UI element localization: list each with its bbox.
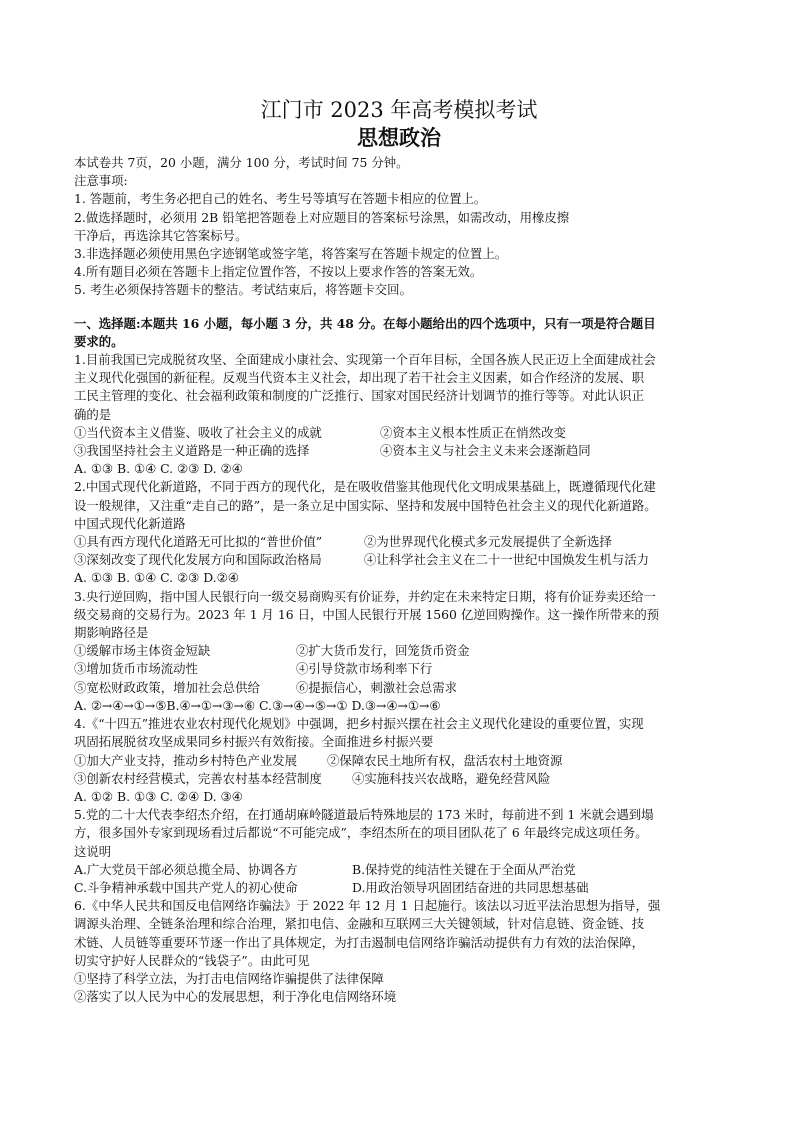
question-stem: 1.目前我国已完成脱贫攻坚、全面建成小康社会、实现第一个百年目标，全国各族人民正迈上全面建成社会 [74,352,656,368]
note-line: 3.非选择题必须使用黑色字迹钢笔或签字笔，将答案写在答题卡规定的位置上。 [74,246,508,262]
choice: ③增加货币市场流动性 [74,661,198,677]
question-stem: 级交易商的交易行为。2023 年 1 月 16 日，中国人民银行开展 1560 亿逆回购操作。这一操作所带来的预 [74,606,660,622]
question-stem: 3.央行逆回购，指中国人民银行向一级交易商购买有价证券，并约定在未来特定日期，将有价证券卖还给一 [74,588,656,604]
choice: ④实施科技兴农战略，避免经营风险 [352,770,551,786]
choice-row [74,551,724,569]
choice: ③创新农村经营模式，完善农村基本经营制度 [74,770,322,786]
exam-title: 江门市 2023 年高考模拟考试 [260,98,538,122]
question-stem: 2.中国式现代化新道路，不同于西方的现代化，是在吸收借鉴其他现代化文明成果基础上，既遵循现代化建 [74,479,656,495]
question-stem: 中国式现代化新道路 [74,515,186,531]
section-heading: 一、选择题:本题共 16 小题，每小题 3 分，共 48 分。在每小题给出的四个选项中，只有一项是符合题目 [74,315,656,331]
choice-row [74,442,724,460]
choice: ②扩大货币发行，回笼货币资金 [296,643,470,659]
question-stem: 巩固拓展脱贫攻坚成果同乡村振兴有效衔接。全面推进乡村振兴要 [74,734,434,750]
question-stem: 期影响路径是 [74,625,149,641]
choice-row [74,752,724,770]
question-6 [74,897,724,1006]
note-line: 2.做选择题时，必须用 2B 铅笔把答题卷上对应题目的答案标号涂黑，如需改动，用橡皮擦 [74,209,570,225]
choice-row [74,679,724,697]
section-heading: 要求的。 [74,333,124,349]
choice: C.斗争精神承载中国共产党人的初心使命 [74,879,298,895]
choice-row [74,770,724,788]
answer-options: A. ①② B. ①③ C. ②④ D. ③④ [74,788,243,804]
question-stem: 调源头治理、全链条治理和综合治理，紧扣电信、金融和互联网三大关键领域，针对信息链、资金链、技 [74,916,644,932]
choice: B.保持党的纯洁性关键在于全面从严治党 [352,861,576,877]
question-stem: 这说明 [74,843,112,859]
choice: ②为世界现代化模式多元发展提供了全新选择 [364,534,612,550]
choice-row [74,533,724,551]
choice: ①当代资本主义借鉴、吸收了社会主义的成就 [74,424,322,440]
choice: ⑤宽松财政政策，增加社会总供给 [74,679,260,695]
answer-options: A. ①③ B. ①④ C. ②③ D.②④ [74,570,239,586]
exam-subject: 思想政治 [357,125,441,150]
choice: ④引导贷款市场利率下行 [296,661,433,677]
answer-options: A. ②→④→①→⑤B.④→①→③→⑥ C.③→④→⑤→① D.③→④→①→⑥ [74,697,441,713]
question-3 [74,588,724,715]
choice: ②资本主义根本性质正在悄然改变 [380,424,566,440]
question-stem: 方，很多国外专家到现场看过后都说“不可能完成”，李绍杰所在的项目团队花了 6 年最终完成这项任务。 [74,825,648,841]
question-4 [74,715,724,806]
choice: ③我国坚持社会主义道路是一种正确的选择 [74,443,310,459]
choice: ③深刻改变了现代化发展方向和国际政治格局 [74,552,322,568]
note-line: 1. 答题前，考生务必把自己的姓名、考生号等填写在答题卡相应的位置上。 [74,191,487,207]
choice-row [74,642,724,660]
question-stem: 术链、人员链等重要环节逐一作出了具体规定，为打击遏制电信网络诈骗活动提供有力有效的法治保障， [74,934,644,950]
choice: ①具有西方现代化道路无可比拟的“普世价值” [74,534,323,550]
note-line: 5. 考生必须保持答题卡的整洁。考试结束后，将答题卡交回。 [74,282,412,298]
choice: ⑥提振信心，刺激社会总需求 [296,679,458,695]
question-1 [74,351,724,478]
choice-row [74,660,724,678]
notes-heading: 注意事项: [74,173,128,189]
question-2 [74,478,724,587]
choice: A.广大党员干部必须总揽全局、协调各方 [74,861,298,877]
choice: D.用政治领导巩固团结奋进的共同思想基础 [352,879,589,895]
choice: ②落实了以人民为中心的发展思想，利于净化电信网络环境 [74,989,397,1005]
answer-options: A. ①③ B. ①④ C. ②③ D. ②④ [74,461,243,477]
choice-row [74,424,724,442]
choice: ②保障农民土地所有权，盘活农村土地资源 [327,752,563,768]
exam-page [74,96,724,1006]
question-stem: 6.《中华人民共和国反电信网络诈骗法》于 2022 年 12 月 1 日起施行。该法以习近平法治思想为指导，强 [74,898,661,914]
choice: ①坚持了科学立法，为打击电信网络诈骗提供了法律保障 [74,970,384,986]
question-5 [74,806,724,897]
question-stem: 5.党的二十大代表李绍杰介绍，在打通胡麻岭隧道最后特殊地层的 173 米时，每前进不到 1 米就会遇到塌 [74,807,654,823]
question-stem: 设一般规律，又注重“走自己的路”，是一条立足中国实际、坚持和发展中国特色社会主义的现代化新道路。 [74,497,657,513]
choice: ④让科学社会主义在二十一世纪中国焕发生机与活力 [364,552,649,568]
note-line: 干净后，再选涂其它答案标号。 [74,227,248,243]
choice-row [74,861,724,879]
question-stem: 主义现代化强国的新征程。反观当代资本主义社会，却出现了若干社会主义因素，如合作经济的发展、职 [74,370,644,386]
question-stem: 确的是 [74,406,112,422]
question-stem: 切实守护好人民群众的“钱袋子”。由此可见 [74,952,310,968]
choice: ①缓解市场主体资金短缺 [74,643,211,659]
exam-summary: 本试卷共 7页，20 小题，满分 100 分，考试时间 75 分钟。 [74,155,409,170]
question-stem: 4.《“十四五”推进农业农村现代化规划》中强调，把乡村振兴摆在社会主义现代化建设的重要位置，实现 [74,716,644,732]
note-line: 4.所有题目必须在答题卡上指定位置作答，不按以上要求作答的答案无效。 [74,264,483,280]
choice-row [74,879,724,897]
choice: ④资本主义与社会主义未来会逐渐趋同 [380,443,591,459]
question-stem: 工民主管理的变化、社会福利政策和制度的广泛推行、国家对国民经济计划调节的推行等等。对此认识正 [74,388,644,404]
choice: ①加大产业支持，推动乡村特色产业发展 [74,752,298,768]
